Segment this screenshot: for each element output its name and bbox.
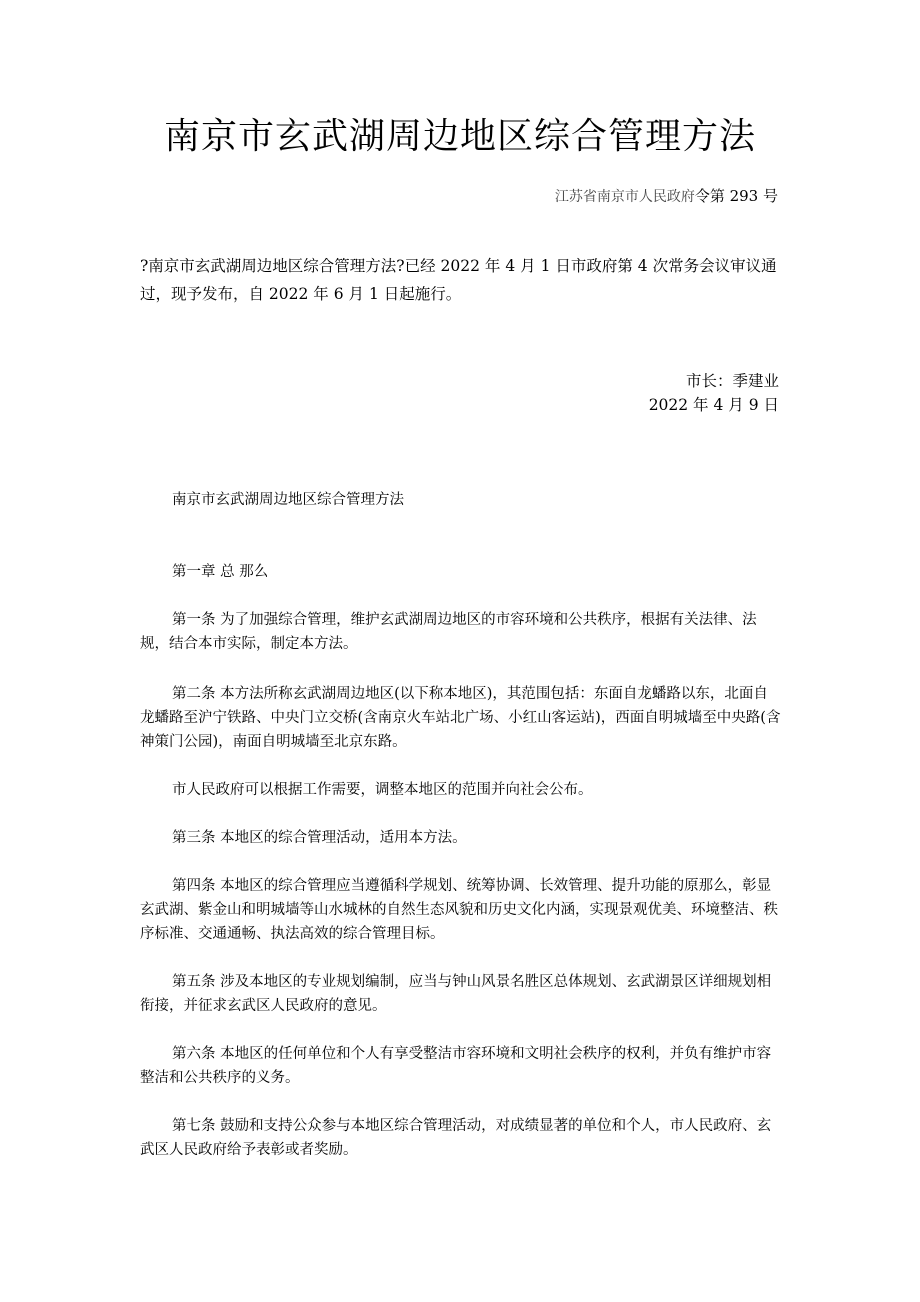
chapter-heading: 第一章 总 那么 <box>172 564 269 580</box>
decree-line <box>555 186 778 207</box>
article-7: 第七条 鼓励和支持公众参与本地区综合管理活动，对成绩显著的单位和个人，市人民政府、玄武区人民政府给予表彰或者奖励。 <box>140 1118 772 1158</box>
sign-date: 2022 年 4 月 9 日 <box>648 396 779 414</box>
decree-issuer: 江苏省南京市人民政府 <box>554 189 695 205</box>
article-1: 第一条 为了加强综合管理，维护玄武湖周边地区的市容环境和公共秩序，根据有关法律、法规，结合本市实际，制定本方法。 <box>140 612 757 652</box>
article-3: 第三条 本地区的综合管理活动，适用本方法。 <box>172 830 467 846</box>
article-2-clause: 市人民政府可以根据工作需要，调整本地区的范围并向社会公布。 <box>172 782 593 798</box>
intro-paragraph: ?南京市玄武湖周边地区综合管理方法?已经 2022 年 4 月 1 日市政府第 4 次常务会议审议通过，现予发布，自 2022 年 6 月 1 日起施行。 <box>140 257 777 303</box>
article-5: 第五条 涉及本地区的专业规划编制，应当与钟山风景名胜区总体规划、玄武湖景区详细规划相衔接，并征求玄武区人民政府的意见。 <box>140 974 772 1014</box>
article-6: 第六条 本地区的任何单位和个人有享受整洁市容环境和文明社会秩序的权利，并负有维护市容整洁和公共秩序的义务。 <box>140 1046 772 1086</box>
signature-block <box>649 369 779 417</box>
article-2: 第二条 本方法所称玄武湖周边地区(以下称本地区)，其范围包括：东面自龙蟠路以东，北面自龙蟠路至沪宁铁路、中央门立交桥(含南京火车站北广场、小红山客运站)，西面自明城墙至中央路(含神策门公园)，南面自明城墙至北京东路。 <box>140 686 781 750</box>
decree-number: 令第 293 号 <box>694 187 778 205</box>
subtitle: 南京市玄武湖周边地区综合管理方法 <box>172 492 404 508</box>
signer: 市长：季建业 <box>685 372 779 390</box>
document-title: 南京市玄武湖周边地区综合管理方法 <box>163 116 756 157</box>
article-4: 第四条 本地区的综合管理应当遵循科学规划、统筹协调、长效管理、提升功能的原那么，彰显玄武湖、紫金山和明城墙等山水城林的自然生态风貌和历史文化内涵，实现景观优美、环境整洁、秩序标准、交通通畅、执法高效的综合管理目标。 <box>140 878 778 942</box>
